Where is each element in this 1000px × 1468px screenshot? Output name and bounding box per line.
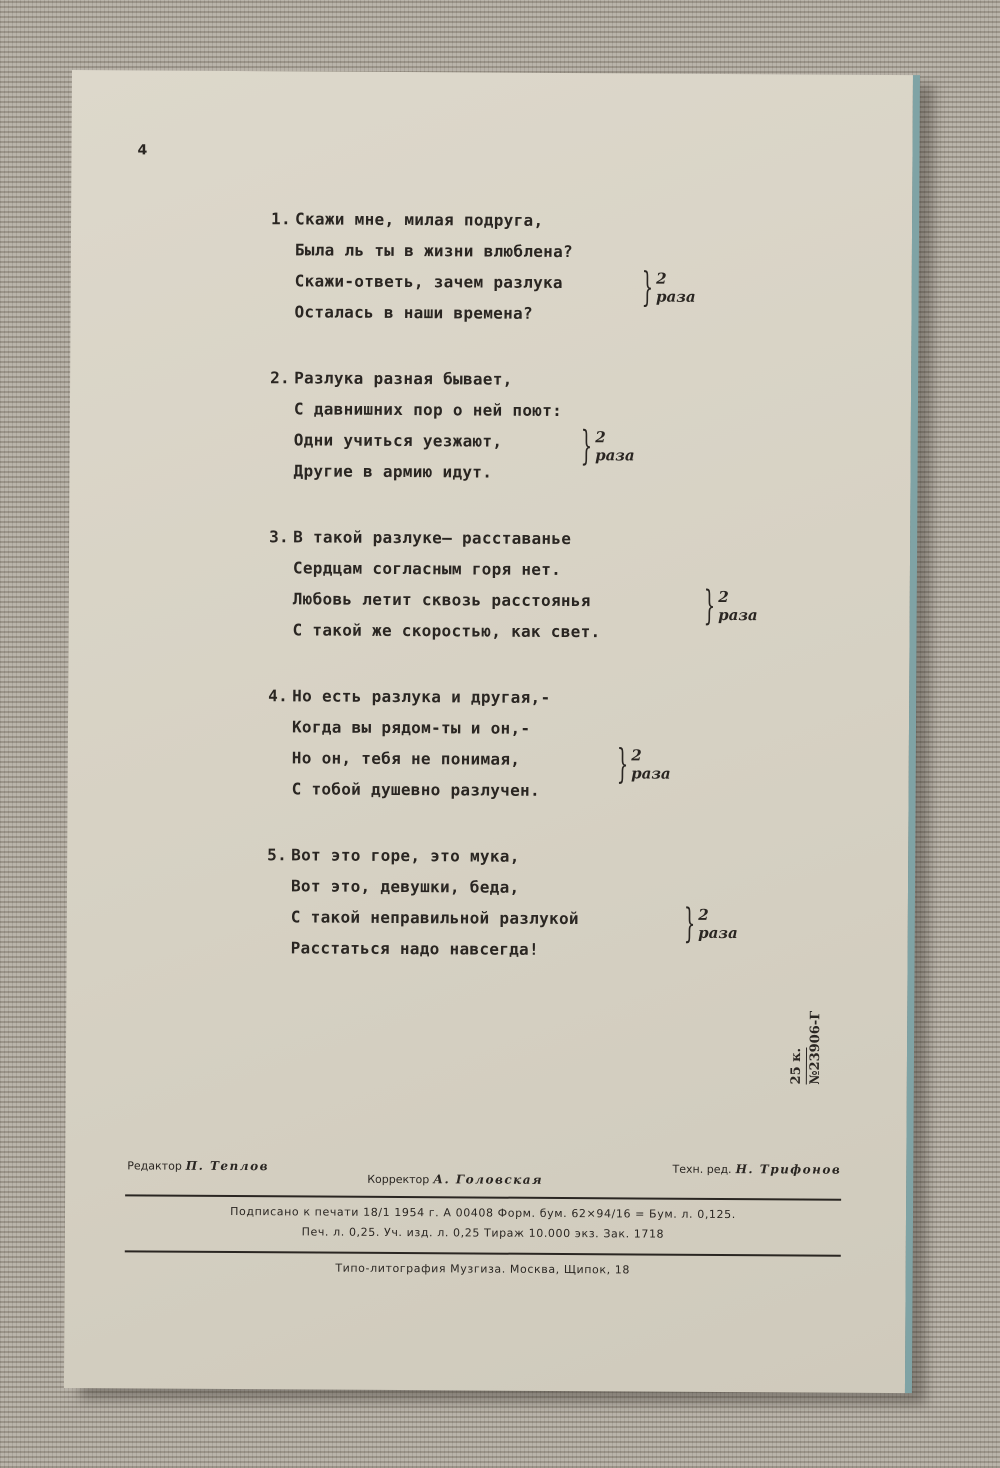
divider [125, 1250, 841, 1256]
lyric-line: Была ль ты в жизни влюблена? [294, 240, 574, 262]
lyric-line: Когда вы рядом-ты и он,- [291, 717, 531, 738]
lyric-line: Осталась в наши времена? [294, 302, 533, 323]
printer-line: Типо-литография Музгиза. Москва, Щипок, 18 [335, 1261, 631, 1277]
price-stamp [788, 1011, 824, 1085]
stanza [270, 203, 696, 329]
lyric-line: С такой же скоростью, как свет. [292, 620, 601, 642]
lyric-line: Скажи-ответь, зачем разлука [294, 271, 563, 293]
lyric-line: 3. В такой разлуке— расставанье [269, 521, 601, 554]
corrector-name: А. Головская [433, 1172, 544, 1187]
stanza [267, 839, 738, 965]
lyric-line: 1. Скажи мне, милая подруга, [271, 203, 603, 236]
stanza-number: 5. [267, 845, 288, 865]
lyric-line: С такой неправильной разлукой [290, 907, 579, 929]
repeat-marker [610, 741, 671, 788]
lyric-line: 4. Но есть разлука и другая,- [268, 680, 600, 713]
editor-credit: Редактор П. Теплов [127, 1158, 270, 1174]
stanza [268, 521, 758, 647]
imprint-line: Подписано к печати 18/1 1954 г. А 00408 Форм. бум. 62×94/16 = Бум. л. 0,125. [230, 1204, 736, 1222]
stanza-number: 4. [268, 686, 289, 706]
brace-icon: } [616, 741, 629, 788]
sheet [64, 70, 920, 1393]
tech-editor-name: Н. Трифонов [735, 1162, 842, 1177]
corrector-credit: Корректор А. Головская [367, 1172, 544, 1187]
lyric-line: Сердцам согласным горя нет. [292, 558, 562, 579]
brace-icon: } [683, 900, 696, 947]
stanza-number: 2. [270, 368, 291, 388]
brace-icon: } [580, 423, 593, 470]
editor-name: П. Теплов [185, 1158, 270, 1174]
tech-editor-credit: Техн. ред. Н. Трифонов [672, 1162, 842, 1177]
brace-icon: } [703, 582, 716, 629]
lyric-line: С тобой душевно разлучен. [291, 779, 540, 800]
lyric-line: Но он, тебя не понимая, [291, 748, 521, 769]
stanza-number: 1. [271, 209, 292, 229]
lyric-line: Расстаться надо навсегда! [290, 938, 540, 959]
repeat-label: 2 раза [631, 746, 671, 783]
price-label: 25 к. [788, 1048, 807, 1085]
repeat-label: 2 раза [656, 269, 696, 306]
stanza [269, 362, 635, 488]
imprint-line: Печ. л. 0,25. Уч. изд. л. 0,25 Тираж 10.000 экз. Зак. 1718 [301, 1225, 665, 1241]
repeat-marker [635, 264, 696, 311]
lyric-line: Любовь летит сквозь расстоянья [292, 589, 591, 611]
lyric-line: 2. Разлука разная бывает, [270, 362, 602, 395]
repeat-marker [677, 900, 738, 947]
lyric-line: 5. Вот это горе, это мука, [267, 839, 599, 872]
divider [125, 1194, 841, 1200]
credits [127, 1150, 841, 1194]
stanza [268, 680, 671, 806]
repeat-marker [574, 423, 635, 470]
lyric-line: Вот это, девушки, беда, [290, 876, 520, 897]
lyric-line: Другие в армию идут. [293, 461, 493, 482]
repeat-label: 2 раза [718, 587, 758, 625]
repeat-marker [697, 582, 758, 629]
stanza-number: 3. [269, 527, 290, 547]
repeat-label: 2 раза [595, 428, 635, 465]
brace-icon: } [641, 264, 654, 311]
lyric-line: С давнишних пор о ней поют: [293, 399, 563, 421]
catalog-number: №23906-Г [807, 1010, 824, 1085]
song-lyrics [266, 203, 758, 1000]
page-number: 4 [137, 142, 148, 159]
repeat-label: 2 раза [698, 905, 738, 943]
lyric-line: Одни учиться уезжают, [293, 430, 503, 451]
